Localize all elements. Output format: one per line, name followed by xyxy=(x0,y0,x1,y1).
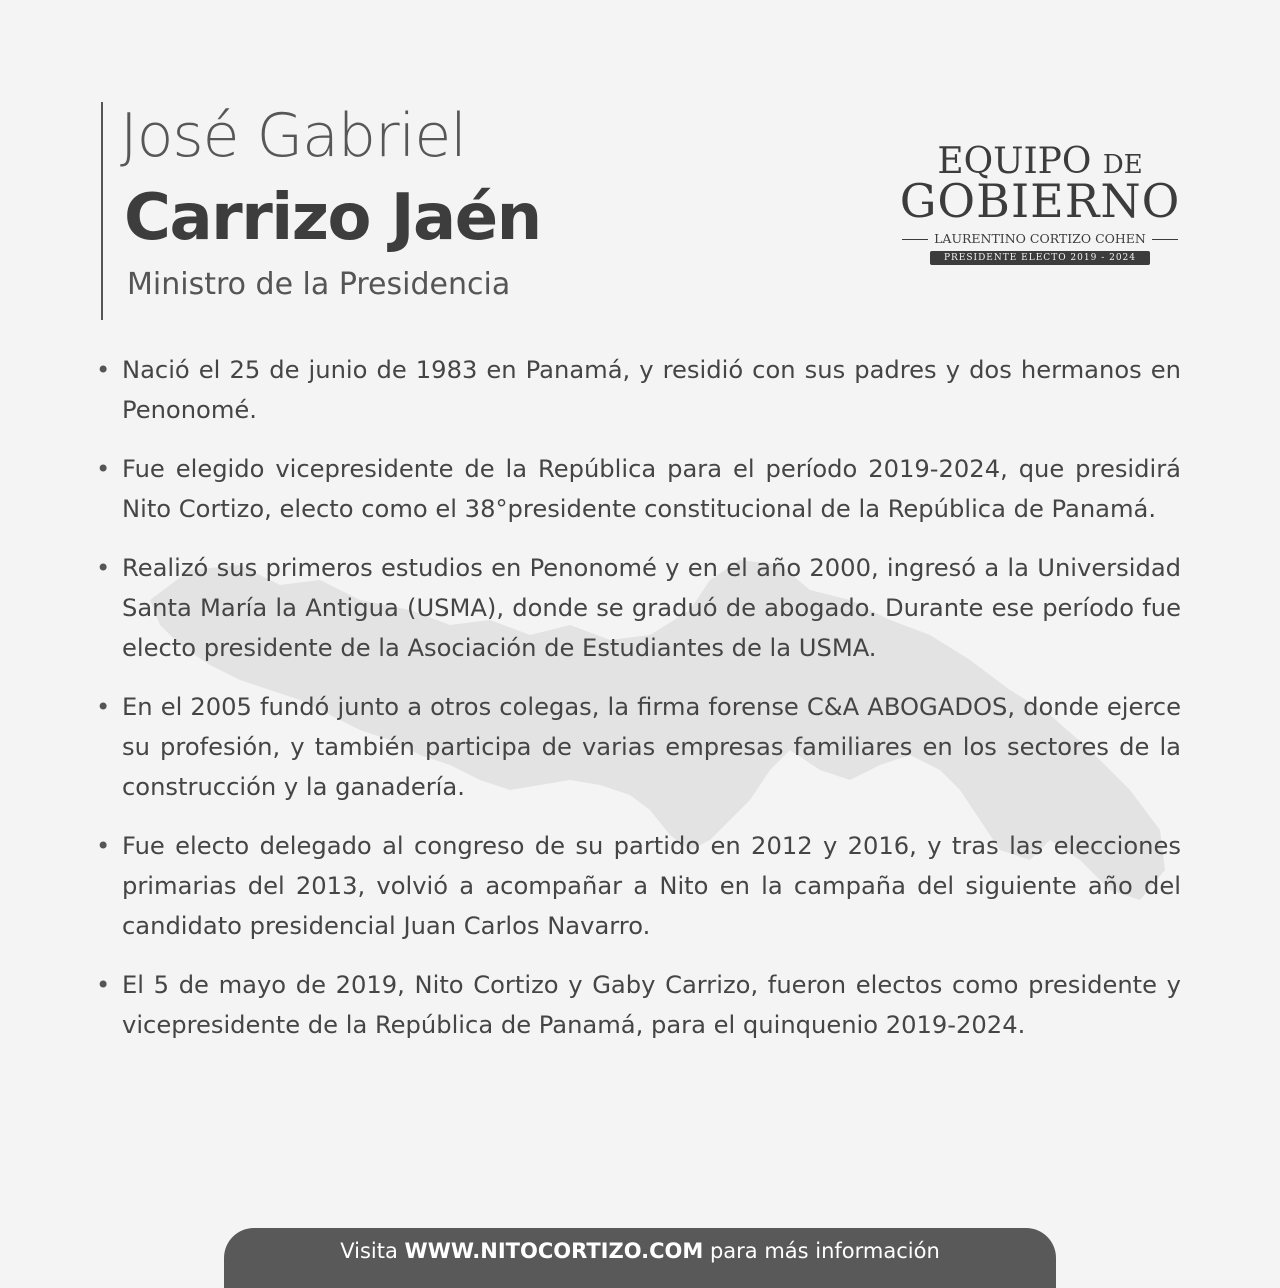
role-subtitle: Ministro de la Presidencia xyxy=(127,267,511,302)
bio-item: • El 5 de mayo de 2019, Nito Cortizo y Gaby Carrizo, fueron electos como presidente y vicepresidente de la República de Panamá, para el quinquenio 2019-2024. xyxy=(96,965,1181,1045)
logo-word-de: DE xyxy=(1102,150,1143,180)
logo-name-row xyxy=(890,233,1190,246)
bio-item: • En el 2005 fundó junto a otros colegas, la firma forense C&A ABOGADOS, donde ejerce su profesión, y también participa de varias empresas familiares en los sectores de la construcción y la ganadería. xyxy=(96,687,1181,807)
first-name-heading: José Gabriel xyxy=(120,101,466,171)
logo-dash-left xyxy=(902,239,928,241)
bio-item: • Fue elegido vicepresidente de la República para el período 2019-2024, que presidirá Nito Cortizo, electo como el 38°presidente constitucional de la República de Panamá. xyxy=(96,449,1181,529)
logo-dash-right xyxy=(1152,239,1178,241)
footer-text xyxy=(0,1236,1280,1266)
footer-suffix: para más información xyxy=(709,1239,940,1263)
last-name-heading: Carrizo Jaén xyxy=(124,181,541,255)
footer-prefix: Visita xyxy=(340,1239,398,1263)
footer-url-link[interactable]: WWW.NITOCORTIZO.COM xyxy=(404,1239,704,1263)
equipo-de-gobierno-logo xyxy=(890,140,1190,270)
bio-item: • Nació el 25 de junio de 1983 en Panamá, y residió con sus padres y dos hermanos en Penonomé. xyxy=(96,350,1181,430)
logo-word-gobierno: GOBIERNO xyxy=(899,174,1181,228)
header-vertical-rule xyxy=(101,102,103,320)
bio-item: • Fue electo delegado al congreso de su partido en 2012 y 2016, y tras las elecciones primarias del 2013, volvió a acompañar a Nito en la campaña del siguiente año del candidato presidencial Juan Carlos Navarro. xyxy=(96,826,1181,946)
logo-word-equipo: EQUIPO xyxy=(937,141,1092,182)
logo-name-text: LAURENTINO CORTIZO COHEN xyxy=(934,231,1146,246)
bio-item: • Realizó sus primeros estudios en Penonomé y en el año 2000, ingresó a la Universidad Santa María la Antigua (USMA), donde se graduó de abogado. Durante ese período fue electo presidente de la Asociación de Estudiantes de la USMA. xyxy=(96,548,1181,668)
biography-list xyxy=(96,350,1181,1064)
logo-tag-banner: PRESIDENTE ELECTO 2019 - 2024 xyxy=(930,251,1150,265)
